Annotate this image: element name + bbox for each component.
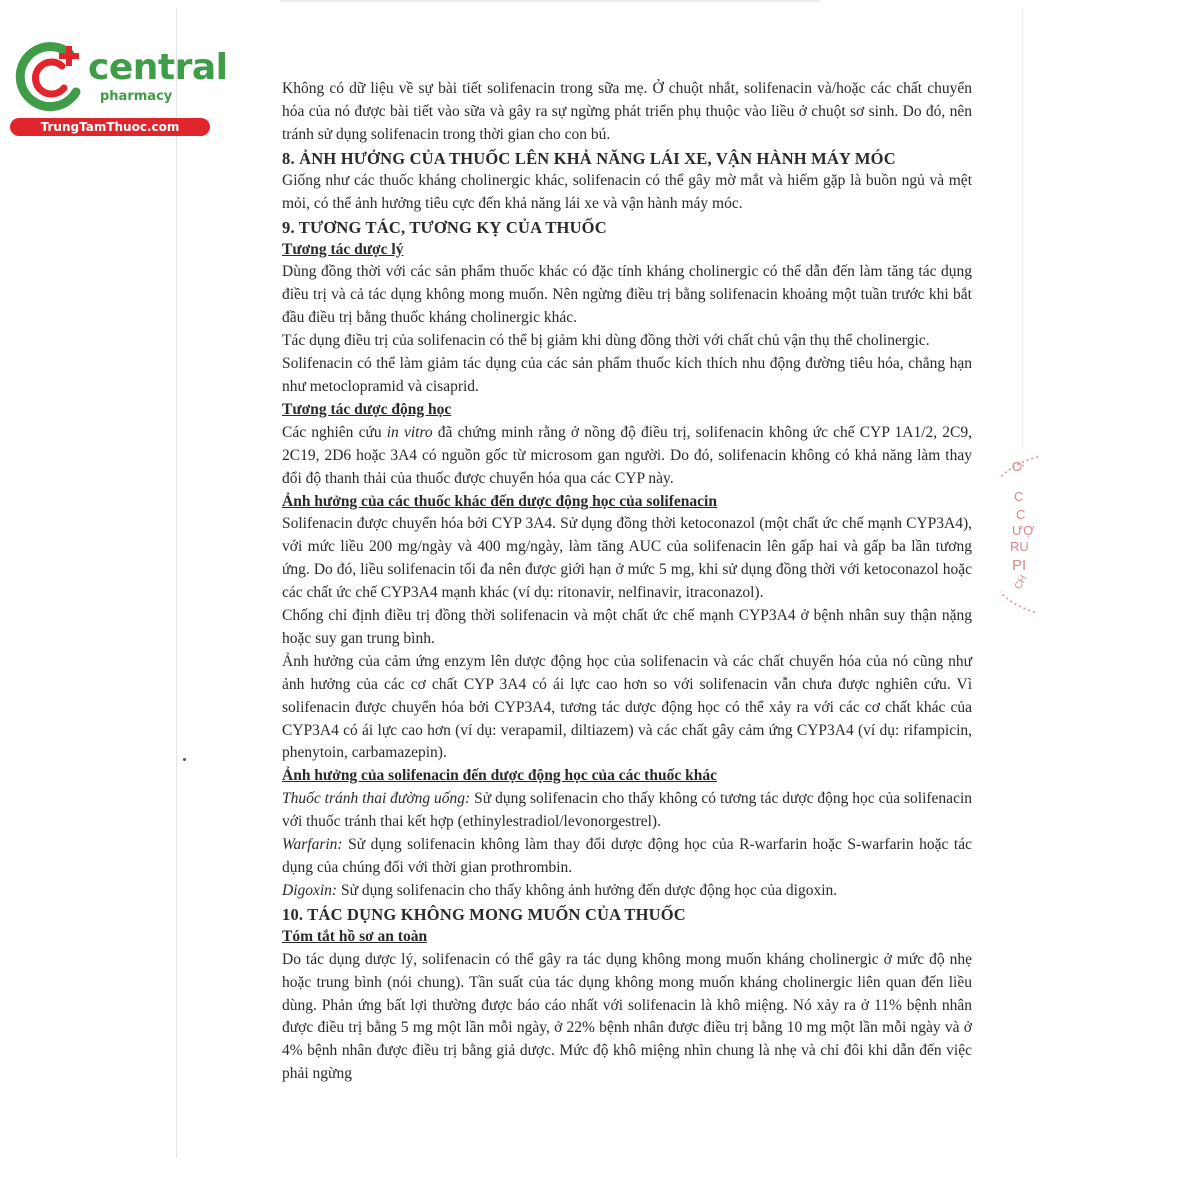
section-heading-8: 8. ẢNH HƯỞNG CỦA THUỐC LÊN KHẢ NĂNG LÁI XE, VẬN HÀNH MÁY MÓC xyxy=(282,148,896,168)
pk-in-vitro: in vitro xyxy=(386,423,433,441)
stamp-char: PI xyxy=(1012,557,1027,574)
section-heading-10: 10. TÁC DỤNG KHÔNG MONG MUỐN CỦA THUỐC xyxy=(282,904,686,924)
paragraph-warfarin xyxy=(282,834,972,880)
central-pharmacy-logo-icon xyxy=(10,40,90,116)
subheading-solifenacin-effect: Ảnh hưởng của solifenacin đến dược động học của các thuốc khác xyxy=(282,767,717,785)
stamp-ring xyxy=(1000,455,1040,615)
document-body xyxy=(282,78,972,1086)
red-seal-stamp xyxy=(1000,455,1040,615)
brand-logo[interactable] xyxy=(10,40,228,136)
stamp-char: ƯỢ xyxy=(1012,523,1035,538)
paragraph-oral-contraceptive xyxy=(282,788,972,834)
digoxin-label: Digoxin: xyxy=(282,881,338,899)
scan-speck xyxy=(183,758,186,761)
paragraph-pd-3: Solifenacin có thể làm giảm tác dụng của các sản phẩm thuốc kích thích nhu động đường tiêu hóa, chẳng hạn như metoclopramid và cisaprid. xyxy=(282,355,972,395)
paragraph-lactation: Không có dữ liệu về sự bài tiết solifenacin trong sữa mẹ. Ở chuột nhắt, solifenacin và/hoặc các chất chuyển hóa của nó được bài tiết vào sữa và gây ra sự ngừng phát triển phụ thuộc vào liều ở chuột sơ sinh. Do đó, nên tránh sử dụng solifenacin trong thời gian cho con bú. xyxy=(282,80,972,143)
paragraph-pd-2: Tác dụng điều trị của solifenacin có thể bị giảm khi dùng đồng thời với chất chủ vận thụ thể cholinergic. xyxy=(282,332,930,350)
oral-contraceptive-text: Sử dụng solifenacin cho thấy không có tương tác dược động học của solifenacin với thuốc tránh thai kết hợp (ethinylestradiol/levonorgestrel). xyxy=(282,790,973,831)
stamp-char: C xyxy=(1014,489,1024,504)
subheading-other-drugs-effect: Ảnh hưởng của các thuốc khác đến dược động học của solifenacin xyxy=(282,492,717,510)
paragraph-safety: Do tác dụng dược lý, solifenacin có thể gây ra tác dụng không mong muốn kháng cholinergic ở mức độ nhẹ hoặc trung bình (nói chung). Tần suất của tác dụng không mong muốn kháng cholinergic liên quan đến liều dùng. Phản ứng bất lợi thường được báo cáo nhất với solifenacin là khô miệng. Nó xảy ra ở 11% bệnh nhân được điều trị bằng 5 mg một lần mỗi ngày, ở 22% bệnh nhân được điều trị bằng 10 mg một lần mỗi ngày và ở 4% bệnh nhân được điều trị bằng giả dược. Mức độ khô miệng nhìn chung là nhẹ và chỉ đôi khi dẫn đến việc phải ngừng xyxy=(282,950,972,1083)
paragraph-digoxin xyxy=(282,880,972,903)
scan-edge xyxy=(280,0,820,2)
paragraph-other-3: Ảnh hưởng của cảm ứng enzym lên dược động học của solifenacin và các chất chuyển hóa của nó cũng như ảnh hưởng của các cơ chất CYP 3A4 có ái lực cao hơn so với solifenacin vẫn chưa được nghiên cứu. Vì solifenacin được chuyển hóa bởi CYP3A4, tương tác dược động học có thể xảy ra với các cơ chất khác của CYP3A4 có ái lực cao hơn (ví dụ: verapamil, diltiazem) và các chất gây cảm ứng CYP3A4 (ví dụ: rifampicin, phenytoin, carbamazepin). xyxy=(282,652,972,762)
stamp-char: RU xyxy=(1010,539,1029,554)
pk-text-end: đã chứng minh rằng ở nồng độ điều trị, solifenacin không ức chế CYP 1A1/2, 2C9, 2C19, 2D6 hoặc 3A4 có nguồn gốc từ microsom gan người. Do đó, solifenacin không có khả năng làm thay đổi độ thanh thải của thuốc được chuyển hóa qua các CYP này. xyxy=(282,423,972,487)
scan-edge xyxy=(176,8,177,1158)
subheading-safety-summary: Tóm tắt hồ sơ an toàn xyxy=(282,927,428,945)
brand-site-url[interactable]: TrungTamThuoc.com xyxy=(10,118,210,136)
section-heading-9: 9. TƯƠNG TÁC, TƯƠNG KỴ CỦA THUỐC xyxy=(282,217,607,237)
pk-text-start: Các nghiên cứu xyxy=(282,423,387,441)
brand-tagline: pharmacy xyxy=(100,89,173,104)
digoxin-text: Sử dụng solifenacin cho thấy không ảnh hưởng đến dược động học của digoxin. xyxy=(337,881,838,899)
paragraph-other-1: Solifenacin được chuyển hóa bởi CYP 3A4. Sử dụng đồng thời ketoconazol (một chất ức chế mạnh CYP3A4), với mức liều 200 mg/ngày và 400 mg/ngày, làm tăng AUC của solifenacin lên gấp hai và gấp ba lần tương ứng. Do đó, liều solifenacin tối đa nên được giới hạn ở mức 5 mg, khi sử dụng đồng thời với ketoconazol hoặc các chất ức chế CYP3A4 mạnh khác (ví dụ: ritonavir, nelfinavir, itraconazol). xyxy=(282,515,972,602)
oral-contraceptive-label: Thuốc tránh thai đường uống: xyxy=(282,790,471,808)
paragraph-driving: Giống như các thuốc kháng cholinergic khác, solifenacin có thể gây mờ mắt và hiếm gặp là buồn ngủ và mệt mỏi, có thể ảnh hưởng tiêu cực đến khả năng lái xe và vận hành máy móc. xyxy=(282,171,972,212)
warfarin-label: Warfarin: xyxy=(282,836,343,854)
paragraph-pk xyxy=(282,422,972,491)
brand-name: central xyxy=(88,47,228,88)
paragraph-other-2: Chống chỉ định điều trị đồng thời solifenacin và một chất ức chế mạnh CYP3A4 ở bệnh nhân suy thận nặng hoặc suy gan trung bình. xyxy=(282,607,972,647)
stamp-char: Ó xyxy=(1008,460,1026,473)
subheading-pharmacodynamic: Tương tác dược lý xyxy=(282,240,404,258)
paragraph-pd-1: Dùng đồng thời với các sản phẩm thuốc khác có đặc tính kháng cholinergic có thể dẫn đến làm tăng tác dụng điều trị và cả tác dụng không mong muốn. Nên ngừng điều trị bằng solifenacin khoảng một tuần trước khi bắt đầu điều trị bằng thuốc kháng cholinergic khác. xyxy=(282,263,972,327)
subheading-pharmacokinetic: Tương tác dược động học xyxy=(282,400,452,418)
stamp-char: CH xyxy=(1012,573,1030,592)
scan-edge xyxy=(1022,8,1023,448)
warfarin-text: Sử dụng solifenacin không làm thay đổi dược động học của R-warfarin hoặc S-warfarin hoặc tác dụng của chúng đối với thời gian prothrombin. xyxy=(282,836,972,876)
stamp-char: C xyxy=(1016,507,1026,522)
